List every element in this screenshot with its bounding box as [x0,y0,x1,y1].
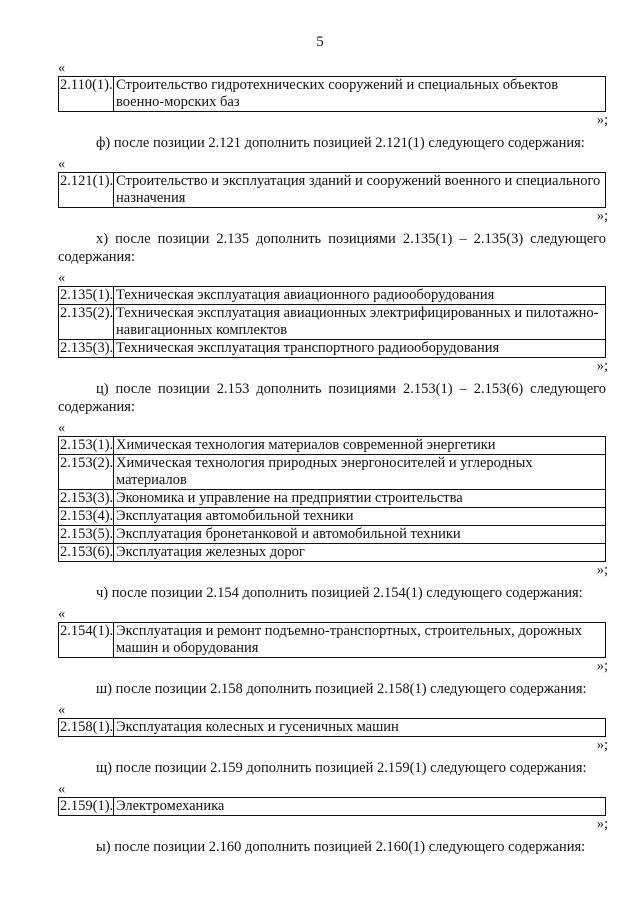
document-body [58,60,606,860]
positions-table [58,622,606,658]
table-row [59,287,606,305]
table-row [59,77,606,112]
amendment-paragraph: х) после позиции 2.135 дополнить позициями 2.135(1) – 2.135(3) следующего содержания: [58,231,606,265]
position-title: Экономика и управление на предприятии строительства [114,490,606,508]
position-code: 2.110(1). [59,77,114,112]
position-title: Эксплуатация автомобильной техники [114,508,606,526]
table-row [59,798,606,816]
position-title: Техническая эксплуатация авиационных электрифицированных и пилотажно-навигационных комплектов [114,305,606,340]
position-code: 2.158(1). [60,719,114,735]
opening-quote: « [58,270,66,286]
position-title: Строительство и эксплуатация зданий и сооружений военного и специального назначения [114,173,606,208]
position-title: Строительство гидротехнических сооружений и специальных объектов военно-морских баз [114,77,606,112]
closing-quote: »; [596,208,608,224]
table-row [59,623,606,658]
opening-quote: « [58,156,66,172]
position-title: Химическая технология природных энергоносителей и углеродных материалов [114,455,606,490]
table-row [59,437,606,455]
position-title: Химическая технология материалов современной энергетики [114,437,606,455]
table-row [59,340,606,358]
page-number: 5 [316,34,324,50]
position-title: Эксплуатация железных дорог [114,544,606,562]
amendment-block [58,60,606,128]
amendment-block [58,759,606,832]
amendment-block [58,680,606,753]
amendment-paragraph: ц) после позиции 2.153 дополнить позициями 2.153(1) – 2.153(6) следующего содержания: [58,381,606,415]
opening-quote: « [58,60,66,76]
position-title: Эксплуатация колесных и гусеничных машин [114,719,606,737]
position-code: 2.153(2). [59,455,114,490]
positions-table [58,286,606,358]
opening-quote: « [58,420,66,436]
positions-table [58,172,606,208]
positions-table [58,76,606,112]
position-code: 2.135(3). [60,340,114,356]
position-code: 2.153(4). [60,508,114,524]
position-code: 2.153(6). [60,544,114,560]
table-row [59,455,606,490]
position-code: 2.153(5). [60,526,114,542]
closing-quote: »; [596,358,608,374]
table-row [59,544,606,562]
position-title: Техническая эксплуатация авиационного радиооборудования [114,287,606,305]
positions-table [58,797,606,816]
table-row [59,508,606,526]
amendment-block [58,134,606,224]
closing-quote: »; [596,737,608,753]
position-title: Эксплуатация и ремонт подъемно-транспортных, строительных, дорожных машин и оборудования [114,623,606,658]
position-code: 2.159(1). [60,798,114,814]
position-code: 2.135(1). [60,287,114,303]
amendment-paragraph: ф) после позиции 2.121 дополнить позицией 2.121(1) следующего содержания: [96,135,585,151]
amendment-block [58,380,606,578]
amendment-paragraph: ш) после позиции 2.158 дополнить позицией 2.158(1) следующего содержания: [96,681,587,697]
position-code: 2.153(3). [60,490,114,506]
position-code: 2.154(1). [59,623,114,658]
amendment-block [58,230,606,374]
positions-table [58,718,606,737]
closing-quote: »; [596,112,608,128]
amendment-block [58,584,606,674]
table-row [59,719,606,737]
position-title: Техническая эксплуатация транспортного радиооборудования [114,340,606,358]
position-title: Электромеханика [114,798,606,816]
opening-quote: « [58,781,66,797]
amendment-paragraph: щ) после позиции 2.159 дополнить позицией 2.159(1) следующего содержания: [96,760,587,776]
position-code: 2.135(2). [59,305,114,340]
opening-quote: « [58,702,66,718]
table-row [59,526,606,544]
positions-table [58,436,606,562]
table-row [59,490,606,508]
table-row [59,305,606,340]
position-code: 2.121(1). [59,173,114,208]
closing-quote: »; [596,658,608,674]
amendment-paragraph: ч) после позиции 2.154 дополнить позицией 2.154(1) следующего содержания: [96,585,583,601]
opening-quote: « [58,606,66,622]
amendment-block [58,838,606,856]
position-code: 2.153(1). [60,437,114,453]
closing-quote: »; [596,562,608,578]
closing-quote: »; [596,816,608,832]
position-title: Эксплуатация бронетанковой и автомобильной техники [114,526,606,544]
table-row [59,173,606,208]
amendment-paragraph: ы) после позиции 2.160 дополнить позицией 2.160(1) следующего содержания: [96,839,586,855]
